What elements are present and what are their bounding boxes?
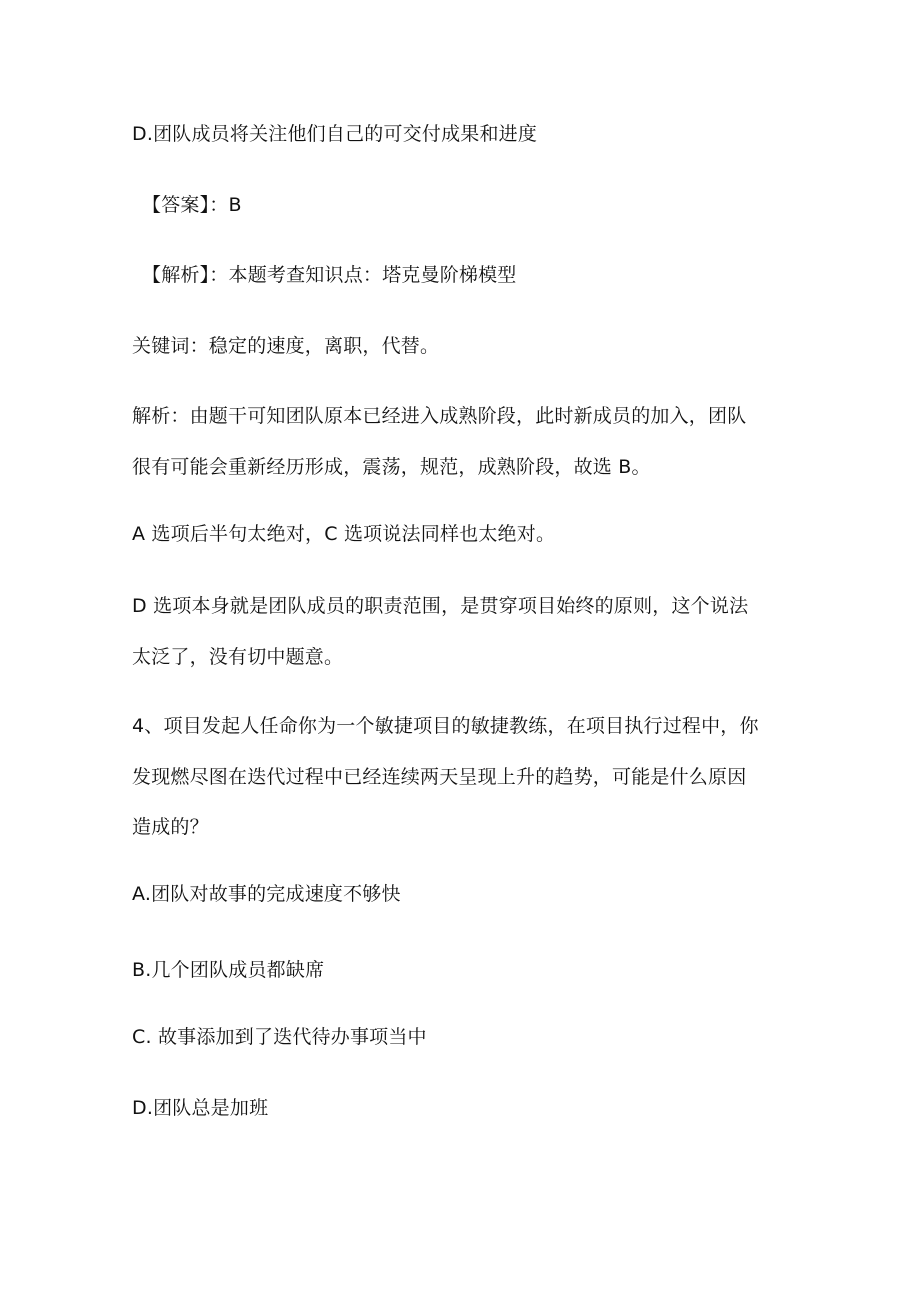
question-4-line-2: 发现燃尽图在迭代过程中已经连续两天呈现上升的趋势，可能是什么原因 [132,766,747,788]
option-d-previous-question: D.团队成员将关注他们自己的可交付成果和进度 [132,123,538,145]
question-4-option-c: C. 故事添加到了迭代待办事项当中 [132,1026,427,1048]
question-4-line-1: 4、项目发起人任命你为一个敏捷项目的敏捷教练，在项目执行过程中，你 [132,715,759,737]
question-4-option-a: A.团队对故事的完成速度不够快 [132,883,401,905]
question-4-option-d: D.团队总是加班 [132,1097,269,1119]
option-d-comment-line-1: D 选项本身就是团队成员的职责范围，是贯穿项目始终的原则，这个说法 [132,595,749,617]
option-d-comment-line-2: 太泛了，没有切中题意。 [132,646,344,668]
keywords-line: 关键词：稳定的速度，离职，代替。 [132,335,440,357]
question-4-line-3: 造成的？ [132,816,209,838]
answer-line: 【答案】：B [142,194,242,216]
analysis-paragraph-line-1: 解析：由题干可知团队原本已经进入成熟阶段，此时新成员的加入，团队 [132,405,747,427]
option-a-c-comment: A 选项后半句太绝对，C 选项说法同样也太绝对。 [132,523,556,545]
question-4-option-b: B.几个团队成员都缺席 [132,959,325,981]
analysis-paragraph-line-2: 很有可能会重新经历形成，震荡，规范，成熟阶段，故选 B。 [132,456,651,478]
analysis-heading: 【解析】：本题考查知识点：塔克曼阶梯模型 [142,264,517,286]
